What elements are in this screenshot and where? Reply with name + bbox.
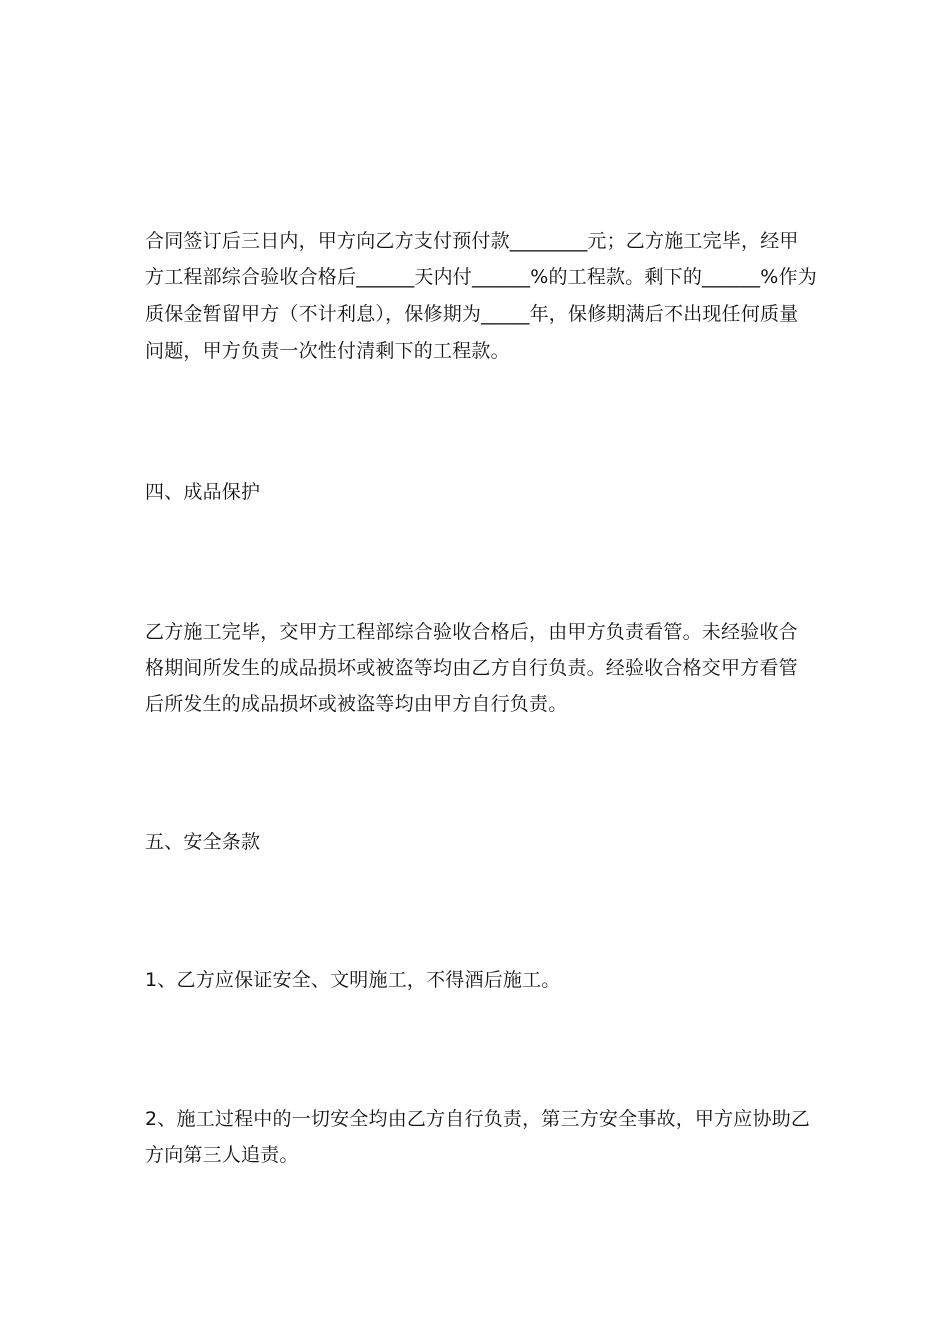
payment-paragraph-line-1: 合同签订后三日内，甲方向乙方支付预付款________元；乙方施工完毕，经甲 (145, 230, 799, 252)
clause-2-line-1: 2、施工过程中的一切安全均由乙方自行负责，第三方安全事故，甲方应协助乙 (145, 1108, 811, 1130)
clause-1: 1、乙方应保证安全、文明施工，不得酒后施工。 (145, 969, 561, 991)
section-4-heading: 四、成品保护 (145, 481, 261, 503)
payment-paragraph-line-3: 质保金暂留甲方（不计利息），保修期为_____年，保修期满后不出现任何质量 (145, 303, 799, 325)
clause-2-line-2: 方向第三人追责。 (145, 1144, 299, 1166)
payment-paragraph-line-4: 问题，甲方负责一次性付清剩下的工程款。 (145, 340, 510, 362)
section-4-paragraph-line-1: 乙方施工完毕，交甲方工程部综合验收合格后，由甲方负责看管。未经验收合 (145, 621, 798, 643)
section-5-heading: 五、安全条款 (145, 831, 261, 853)
section-4-paragraph-line-3: 后所发生的成品损坏或被盗等均由甲方自行负责。 (145, 693, 568, 715)
payment-paragraph-line-2: 方工程部综合验收合格后______天内付______%的工程款。剩下的______%作为 (145, 266, 817, 288)
section-4-paragraph-line-2: 格期间所发生的成品损坏或被盗等均由乙方自行负责。经验收合格交甲方看管 (145, 657, 798, 679)
